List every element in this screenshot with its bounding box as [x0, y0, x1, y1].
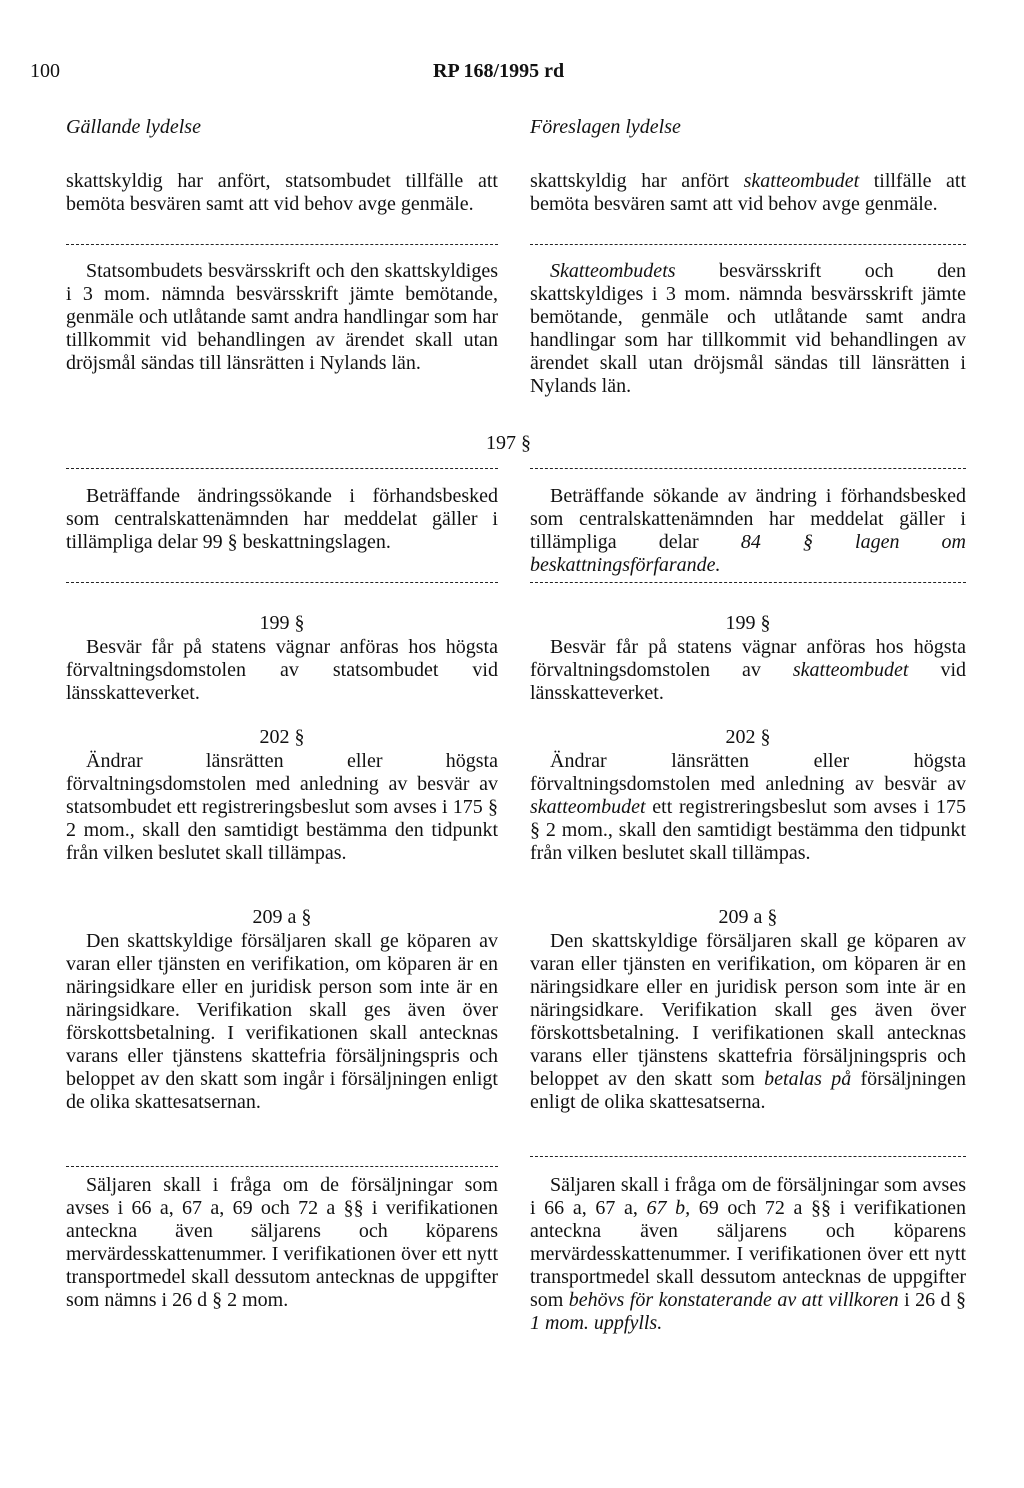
dash-divider — [530, 582, 966, 583]
right-paragraph-last: Säljaren skall i fråga om de försäljningar som avses i 66 a, 67 a, 67 b, 69 och 72 a §§ i verifikationen anteckna även säljarens och köparens mervärdesskattenummer. I verifikationen över ett nytt transportmedel skall dessutom antecknas de uppgifter som behövs för konstaterande av att villkoren i 26 d § 1 mom. uppfylls. — [530, 1174, 967, 1334]
right-paragraph-3: Beträffande sökande av ändring i förhandsbesked som centralskattenämnden har meddelat gäller i tillämpliga delar 84 § lagen om beskattningsförfarande. — [530, 485, 966, 576]
left-paragraph-2: Statsombudets besvärsskrift och den skattskyldiges i 3 mom. nämnda besvärsskrift jämte bemötande, genmäle och utlåtande samt andra handlingar som har tillkommit vid behandlingen av ärendet skall utan dröjsmål sändas till länsrätten i Nylands län. — [66, 260, 498, 374]
dash-divider — [530, 244, 966, 245]
section-197-heading: 197 § — [486, 432, 531, 454]
right-section-209a-text: Den skattskyldige försäljaren skall ge köparen av varan eller tjänsten en verifikation, om köparen är en näringsidkare eller en juridisk person som inte är en näringsidkare. Verifikation skall ges även över förskottsbetalning. I verifikationen skall antecknas varans eller tjänstens skattefria försäljningspris och beloppet av den skatt som betalas på försäljningen enligt de olika skattesatserna. — [530, 930, 967, 1113]
right-section-202-text: Ändrar länsrätten eller högsta förvaltningsdomstolen med anledning av besvär av skatteombudet ett registreringsbeslut som avses i 175 § 2 mom., skall den samtidigt bestämma den tidpunkt från vilken beslutet skall tillämpas. — [530, 750, 966, 864]
right-paragraph-1: skattskyldig har anfört skatteombudet tillfälle att bemöta besvären samt att vid behov avge genmäle. — [530, 170, 967, 215]
dash-divider — [66, 244, 498, 245]
right-section-209a-heading: 209 a § — [718, 906, 778, 928]
left-column-title: Gällande lydelse — [66, 116, 201, 138]
left-section-199-heading: 199 § — [259, 612, 305, 634]
left-section-202-heading: 202 § — [259, 726, 305, 748]
dash-divider — [66, 582, 498, 583]
left-paragraph-1: skattskyldig har anfört, statsombudet tillfälle att bemöta besvären samt att vid behov avge genmäle. — [66, 170, 498, 215]
left-column — [66, 0, 498, 1488]
left-paragraph-last: Säljaren skall i fråga om de försäljningar som avses i 66 a, 67 a, 69 och 72 a §§ i verifikationen anteckna även säljarens och köparens mervärdesskattenummer. I verifikationen över ett nytt transportmedel skall dessutom antecknas de uppgifter som nämns i 26 d § 2 mom. — [66, 1174, 498, 1311]
page-number: 100 — [30, 60, 60, 82]
right-column — [530, 0, 966, 1488]
right-section-199-text: Besvär får på statens vägnar anföras hos högsta förvaltningsdomstolen av skatteombudet vid länsskatteverket. — [530, 636, 966, 704]
right-section-199-heading: 199 § — [725, 612, 771, 634]
dash-divider — [530, 468, 966, 469]
right-section-202-heading: 202 § — [725, 726, 771, 748]
left-section-199-text: Besvär får på statens vägnar anföras hos högsta förvaltningsdomstolen av statsombudet vid länsskatteverket. — [66, 636, 498, 704]
dash-divider — [66, 1166, 498, 1167]
dash-divider — [530, 1156, 966, 1157]
left-section-209a-heading: 209 a § — [252, 906, 312, 928]
left-section-202-text: Ändrar länsrätten eller högsta förvaltningsdomstolen med anledning av besvär av statsombudet ett registreringsbeslut som avses i 175 § 2 mom., skall den samtidigt bestämma den tidpunkt från vilken beslutet skall tillämpas. — [66, 750, 498, 864]
dash-divider — [66, 468, 498, 469]
left-section-209a-text: Den skattskyldige försäljaren skall ge köparen av varan eller tjänsten en verifikation, om köparen är en näringsidkare eller en juridisk person som inte är en näringsidkare. Verifikation skall ges även över förskottsbetalning. I verifikationen skall antecknas varans eller tjänstens skattefria försäljningspris och beloppet av den skatt som ingår i försäljningen enligt de olika skattesatsernan. — [66, 930, 498, 1113]
right-column-title: Föreslagen lydelse — [530, 116, 681, 138]
right-paragraph-2: Skatteombudets besvärsskrift och den skattskyldiges i 3 mom. nämnda besvärsskrift jämte bemötande, genmäle och utlåtande samt andra handlingar som har tillkommit vid behandlingen av ärendet skall utan dröjsmål sändas till länsrätten i Nylands län. — [530, 260, 966, 397]
document-id: RP 168/1995 rd — [433, 60, 565, 82]
left-paragraph-3: Beträffande ändringssökande i förhandsbesked som centralskattenämnden har meddelat gäller i tillämpliga delar 99 § beskattningslagen. — [66, 485, 498, 553]
